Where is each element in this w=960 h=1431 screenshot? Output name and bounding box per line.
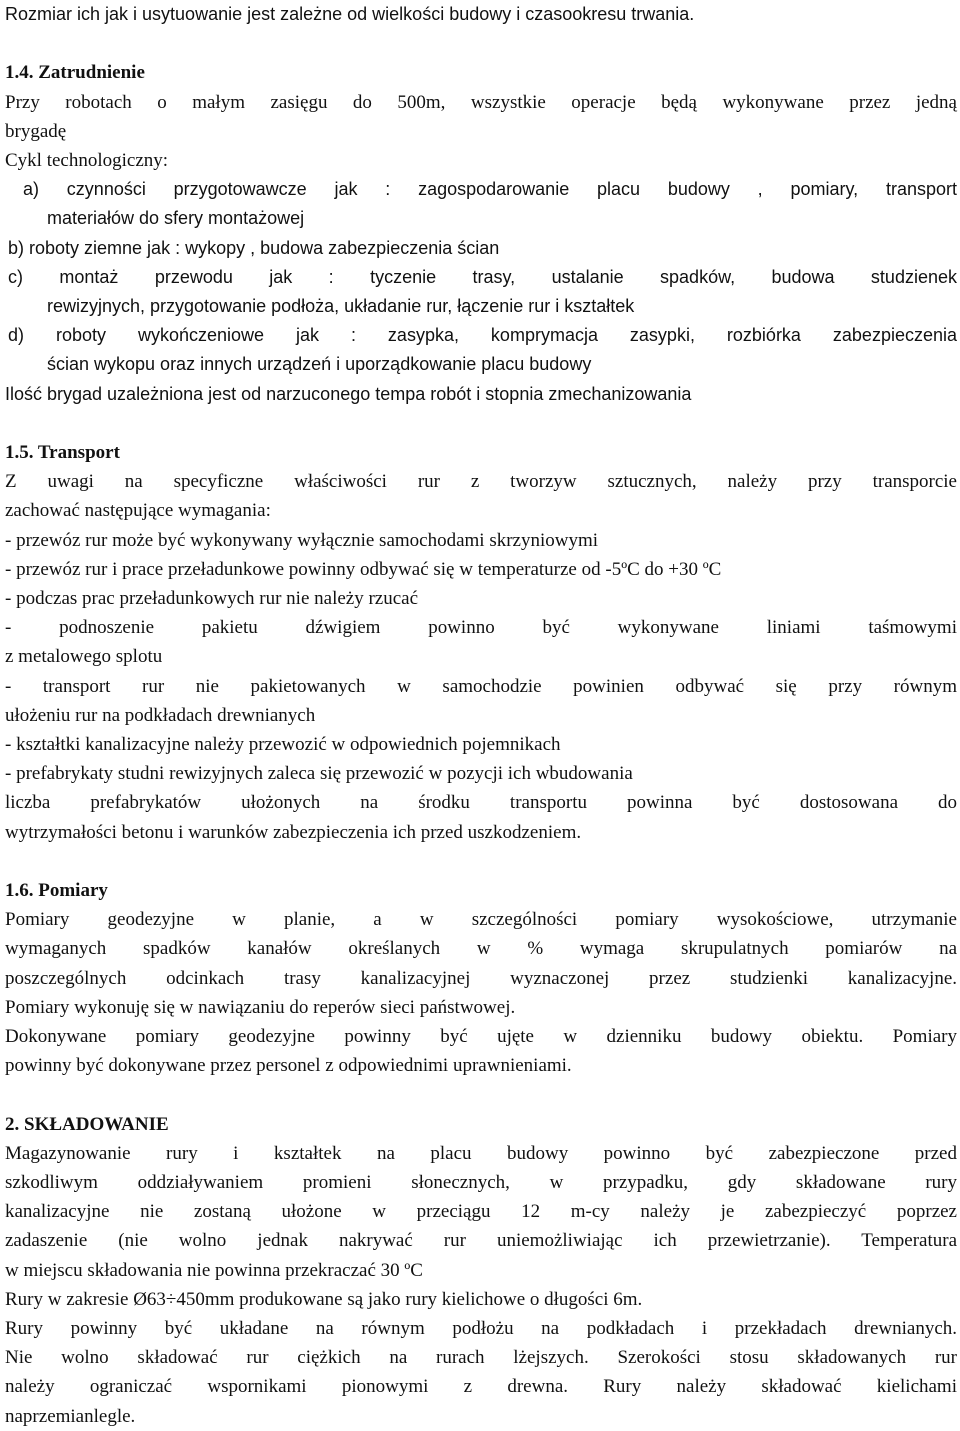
transport-item: - podczas prac przeładunkowych rur nie należy rzucać — [5, 588, 419, 610]
paragraph-line: Pomiary wykonuję się w nawiązaniu do reperów sieci państwowej. — [5, 996, 516, 1018]
transport-item-cont: ułożeniu rur na podkładach drewnianych — [5, 704, 316, 726]
paragraph-line: zachować następujące wymagania: — [5, 500, 271, 522]
paragraph-line: Pomiary geodezyjne w planie, a w szczególności pomiary wysokościowe, utrzymanie — [5, 909, 957, 931]
list-item-c-cont: rewizyjnych, przygotowanie podłoża, układanie rur, łączenie rur i kształtek — [47, 296, 635, 317]
paragraph-line: Z uwagi na specyficzne właściwości rur z tworzyw sztucznych, należy przy transporcie — [5, 471, 957, 493]
paragraph-line: należy ograniczać wspornikami pionowymi z drewna. Rury należy składować kielichami — [5, 1376, 957, 1398]
paragraph-line: poszczególnych odcinkach trasy kanalizacyjnej wyznaczonej przez studzienki kanalizacyjne. — [5, 967, 957, 989]
paragraph-line: Przy robotach o małym zasięgu do 500m, wszystkie operacje będą wykonywane przez jedną — [5, 91, 957, 113]
paragraph-line: wymaganych spadków kanałów określanych w % wymaga skrupulatnych pomiarów na — [5, 938, 957, 960]
list-item-d: d) roboty wykończeniowe jak : zasypka, komprymacja zasypki, rozbiórka zabezpieczenia — [8, 325, 957, 346]
list-item-a: a) czynności przygotowawcze jak : zagospodarowanie placu budowy , pomiary, transport — [23, 179, 957, 200]
paragraph-line: zadaszenie (nie wolno jednak nakrywać rur uniemożliwiając ich przewietrzanie). Temperatura — [5, 1230, 957, 1252]
spacer — [5, 1080, 957, 1109]
paragraph-line: w miejscu składowania nie powinna przekraczać 30 ºC — [5, 1259, 423, 1281]
section-heading-zatrudnienie: 1.4. Zatrudnienie — [5, 62, 145, 84]
paragraph-line: szkodliwym oddziaływaniem promieni słonecznych, w przypadku, gdy składowane rury — [5, 1172, 957, 1194]
transport-item: - kształtki kanalizacyjne należy przewozić w odpowiednich pojemnikach — [5, 734, 561, 756]
list-item-a-cont: materiałów do sfery montażowej — [47, 208, 305, 229]
paragraph-line: naprzemianlegle. — [5, 1405, 136, 1427]
paragraph-line: wytrzymałości betonu i warunków zabezpieczenia ich przed uszkodzeniem. — [5, 821, 582, 843]
paragraph-line: brygadę — [5, 120, 67, 142]
paragraph-line: kanalizacyjne nie zostaną ułożone w przeciągu 12 m-cy należy je zabezpieczyć poprzez — [5, 1201, 957, 1223]
paragraph-line: Rury w zakresie Ø63÷450mm produkowane są jako rury kielichowe o długości 6m. — [5, 1288, 643, 1310]
spacer — [5, 29, 957, 58]
section-heading-skladowanie: 2. SKŁADOWANIE — [5, 1113, 169, 1135]
paragraph-line: Nie wolno składować rur ciężkich na rurach lżejszych. Szerokości stosu składowanych rur — [5, 1347, 957, 1369]
paragraph-line: liczba prefabrykatów ułożonych na środku transportu powinna być dostosowana do — [5, 792, 957, 814]
transport-item: - przewóz rur może być wykonywany wyłącznie samochodami skrzyniowymi — [5, 529, 599, 551]
list-item-d-cont: ścian wykopu oraz innych urządzeń i uporządkowanie placu budowy — [47, 354, 592, 375]
cycle-label: Cykl technologiczny: — [5, 150, 169, 171]
paragraph-line: Magazynowanie rury i kształtek na placu budowy powinno być zabezpieczone przed — [5, 1142, 957, 1164]
list-item-b: b) roboty ziemne jak : wykopy , budowa zabezpieczenia ścian — [8, 237, 500, 258]
spacer — [5, 847, 957, 876]
transport-item: - transport rur nie pakietowanych w samochodzie powinien odbywać się przy równym — [5, 675, 957, 697]
paragraph-line: Rury powinny być układane na równym podłożu na podkładach i przekładach drewnianych. — [5, 1318, 957, 1340]
document-page — [5, 0, 957, 1431]
paragraph-line: powinny być dokonywane przez personel z odpowiednimi uprawnieniami. — [5, 1055, 572, 1077]
transport-item: - podnoszenie pakietu dźwigiem powinno być wykonywane liniami taśmowymi — [5, 617, 957, 639]
spacer — [5, 409, 957, 438]
transport-item-cont: z metalowego splotu — [5, 646, 163, 668]
transport-item: - przewóz rur i prace przeładunkowe powinny odbywać się w temperaturze od -5ºC do +30 ºC — [5, 558, 722, 580]
intro-line: Rozmiar ich jak i usytuowanie jest zależne od wielkości budowy i czasookresu trwania. — [5, 4, 695, 24]
list-item-c: c) montaż przewodu jak : tyczenie trasy, ustalanie spadków, budowa studzienek — [8, 266, 957, 287]
paragraph-line: Dokonywane pomiary geodezyjne powinny być ujęte w dzienniku budowy obiektu. Pomiary — [5, 1026, 957, 1048]
brigades-line: Ilość brygad uzależniona jest od narzuconego tempa robót i stopnia zmechanizowania — [5, 383, 692, 404]
section-heading-transport: 1.5. Transport — [5, 442, 120, 464]
section-heading-pomiary: 1.6. Pomiary — [5, 880, 108, 902]
transport-item: - prefabrykaty studni rewizyjnych zaleca się przewozić w pozycji ich wbudowania — [5, 763, 633, 785]
